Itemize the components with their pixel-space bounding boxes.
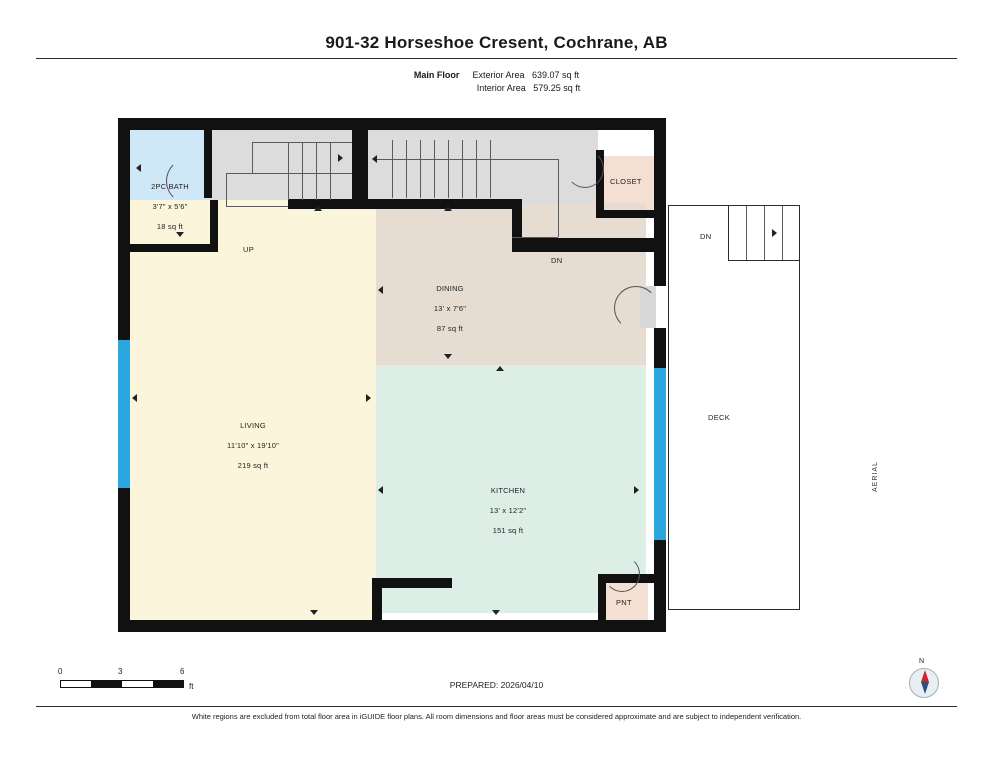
door-swing-pnt [604, 556, 640, 592]
interior-wall-kitchen-jog [372, 578, 452, 588]
room-name-dining: DINING [436, 284, 464, 293]
interior-wall-landing-left [210, 200, 218, 252]
deck-outline [668, 205, 800, 610]
room-name-living: LIVING [240, 421, 266, 430]
room-dims-dining: 13' x 7'6" [433, 304, 467, 313]
stair-tread-down [490, 140, 491, 198]
floor-label: Main Floor [413, 70, 460, 80]
stair-rail-down [376, 159, 558, 160]
room-area-dining: 87 sq ft [436, 324, 464, 333]
view-arrow-living-left [132, 394, 137, 402]
aerial-label: AERIAL [872, 461, 879, 492]
stair-tread-up [288, 142, 289, 200]
stair-dn-label: DN [551, 256, 563, 265]
interior-wall-closet-bottom [596, 210, 654, 218]
compass-needle-north-icon [921, 670, 929, 682]
view-arrow-dining-up [444, 206, 452, 211]
deck-stair-tread [764, 206, 765, 260]
stair-rail-up-2 [226, 173, 352, 174]
exterior-wall-top [118, 118, 666, 130]
interior-wall-kitchen-jog-v [372, 578, 382, 624]
stair-tread-down [420, 140, 421, 198]
view-arrow-bath-left [136, 164, 141, 172]
room-label-dining [376, 274, 524, 344]
exterior-wall-bottom [118, 620, 666, 632]
stair-tread-down [434, 140, 435, 198]
stair-rail-up-3 [226, 206, 288, 207]
room-name-kitchen: KITCHEN [490, 486, 526, 495]
stair-rail-up [252, 142, 352, 143]
closet-label: CLOSET [610, 177, 642, 186]
interior-area-label: Interior Area [476, 83, 526, 93]
interior-area-value: 579.25 sq ft [533, 83, 581, 93]
stair-tread-down [392, 140, 393, 198]
view-arrow-living-right [366, 394, 371, 402]
interior-wall-stair-divider-2 [362, 130, 368, 206]
room-label-living [165, 411, 341, 481]
interior-wall-stair-base [512, 238, 654, 252]
scale-unit-label: ft [189, 682, 194, 691]
exterior-wall-left-lower [118, 488, 130, 632]
stair-up-label: UP [243, 245, 255, 254]
stair-rail-down-base [512, 237, 558, 238]
stair-tread-up [302, 142, 303, 200]
stair-down-direction-arrow [372, 155, 377, 163]
room-area-living: 219 sq ft [237, 461, 269, 470]
door-swing-closet [566, 150, 604, 188]
scale-tick-6: 6 [180, 667, 185, 676]
stair-rail-up-end [226, 173, 227, 207]
interior-wall-bath-bottom [130, 244, 212, 252]
view-arrow-kitchen-down [492, 610, 500, 615]
disclaimer-text: White regions are excluded from total floor area in iGUIDE floor plans. All room dimensions and floor areas must be considered approximate and are subject to independent verification. [191, 712, 802, 721]
deck-stair-dn-label: DN [700, 232, 712, 241]
stair-tread-down [448, 140, 449, 198]
room-dims-bath: 3'7" x 5'6" [152, 202, 188, 211]
interior-wall-dining-top [288, 199, 520, 209]
stair-rail-up-end-2 [252, 142, 253, 174]
window-left [118, 340, 130, 488]
scale-tick-3: 3 [118, 667, 123, 676]
room-fill-living [130, 200, 376, 620]
compass-rose [903, 658, 943, 700]
stair-tread-down [462, 140, 463, 198]
view-arrow-living-up [314, 206, 322, 211]
view-arrow-kitchen-left [378, 486, 383, 494]
stair-tread-down [476, 140, 477, 198]
exterior-wall-right-upper [654, 118, 666, 286]
deck-stair-direction-arrow [772, 229, 777, 237]
compass-needle-south-icon [921, 682, 929, 694]
disclaimer-divider [36, 706, 957, 707]
exterior-wall-right-lower [654, 540, 666, 632]
deck-stair-tread [746, 206, 747, 260]
room-name-bath: 2PC BATH [151, 182, 189, 191]
deck-stair-tread [782, 206, 783, 260]
page-title: 901-32 Horseshoe Cresent, Cochrane, AB [325, 33, 668, 52]
room-dims-living: 11'10" x 19'10" [227, 441, 279, 450]
deck-label: DECK [708, 413, 731, 422]
view-arrow-kitchen-right [634, 486, 639, 494]
stair-rail-down-end [558, 159, 559, 237]
view-arrow-dining-down [444, 354, 452, 359]
room-dims-kitchen: 13' x 12'2" [489, 506, 527, 515]
door-swing-patio [614, 286, 658, 330]
stair-up-direction-arrow [338, 154, 343, 162]
exterior-area-value: 639.07 sq ft [532, 70, 580, 80]
exterior-wall-right-mid [654, 328, 666, 368]
stair-tread-down [406, 140, 407, 198]
exterior-wall-left-upper [118, 118, 130, 340]
stair-tread-up [330, 142, 331, 200]
view-arrow-kitchen-up [496, 366, 504, 371]
scale-tick-0: 0 [58, 667, 63, 676]
compass-north-label: N [919, 658, 925, 665]
view-arrow-living-down [310, 610, 318, 615]
window-right [654, 368, 666, 540]
room-label-bath [130, 172, 210, 242]
pnt-label: PNT [616, 598, 632, 607]
stair-tread-up [316, 142, 317, 200]
prepared-date: PREPARED: 2026/04/10 [449, 680, 544, 690]
room-label-kitchen [434, 476, 582, 546]
interior-wall-stair-divider [352, 130, 362, 206]
exterior-area-label: Exterior Area [472, 70, 525, 80]
room-area-kitchen: 151 sq ft [492, 526, 524, 535]
room-area-bath: 18 sq ft [156, 222, 184, 231]
